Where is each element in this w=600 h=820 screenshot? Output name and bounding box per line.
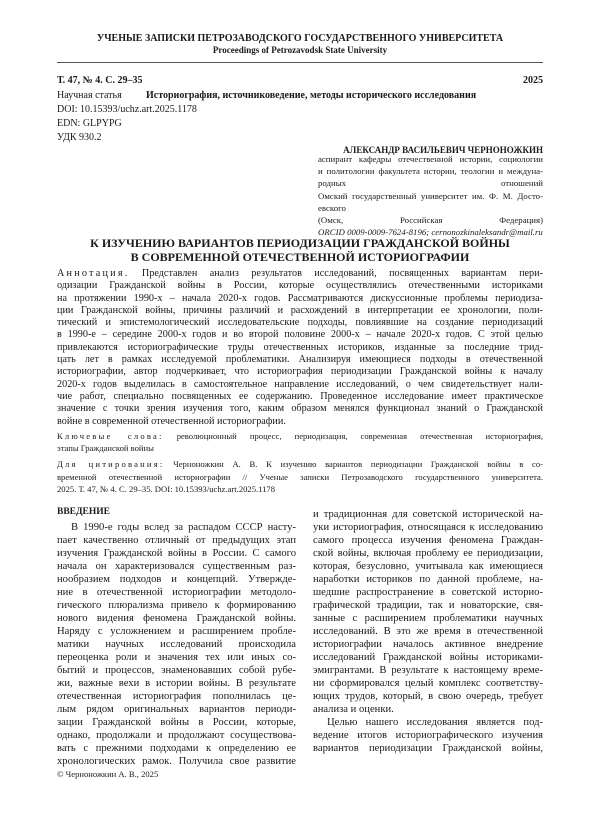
text-line: аспирант кафедры отечественной истории, социологии (318, 154, 543, 164)
abstract (57, 268, 543, 496)
text-line: зации Гражданской войны в России, которые, (57, 717, 296, 728)
section-name: Историография, источниковедение, методы исторического исследования (146, 90, 477, 101)
text-line: анализа и оценки. (313, 704, 394, 715)
text-line: значение с точки зрения изучения того, каким образом менялся функционал знаний о Гражданской (57, 403, 543, 415)
text-line: эмигрантами. В результате к настоящему време- (313, 665, 543, 676)
text-line: чие работ, специально посвященных ее содержанию. Проведенное исследование имеет практическое (57, 390, 543, 402)
journal-subtitle: Proceedings of Petrozavodsk State University (212, 45, 388, 55)
text-line: лым рядом оригинальных вариантов периоди- (57, 704, 296, 715)
text-line: вать с прежними подходами к определению ее (57, 743, 296, 754)
text-line: историографии, автор подчеркивает, что историография периодизации Гражданской войны к началу (57, 366, 543, 378)
text-line: отечественная историография пополнилась це- (57, 691, 296, 702)
text-line: Наряду с усложнением и расширением пробле- (57, 626, 296, 637)
text-line: хронологических рамок. Получила свое развитие (57, 756, 296, 767)
text-line: ние в отечественной историографии методоло- (57, 587, 296, 598)
citation (57, 459, 543, 496)
left-column-text (57, 521, 296, 768)
text-line: (Омск, Российская Федерация) (318, 214, 543, 225)
text-line: исследований. В это же время в отечественной (313, 626, 543, 637)
text-line: родных отношений (318, 178, 543, 189)
text-line: евского (318, 202, 346, 213)
text-line: войне в современной отечественной историографии. (57, 415, 286, 427)
text-line: шедшие распространение в советской историо- (313, 587, 543, 598)
text-line: однако, продолжали и продолжают сосуществова- (57, 730, 296, 741)
text-line: ской войны, включая проблему ее периодизации, (313, 548, 543, 559)
text-line (57, 459, 543, 471)
text-line: матики научных исследований происходила (57, 639, 296, 650)
text-line: 2025. Т. 47, № 4. С. 29–35. DOI: 10.15393/uchz.art.2025.1178 (57, 484, 276, 495)
field-label: Для цитирования: (57, 459, 165, 470)
text-line: уки историография, относящаяся к исследованию (313, 522, 543, 533)
line-text: революционный процесс, периодизация, современная отечественная историография, (176, 430, 543, 441)
text-line: на протяжении 1990-х – начала 2020-х годов. Рассматриваются дискуссионные проблемы периодиза- (57, 292, 543, 304)
text-line: нового видения феномена Гражданской войны. (57, 613, 296, 624)
title-line: В СОВРЕМЕННОЙ ОТЕЧЕСТВЕННОЙ ИСТОРИОГРАФИИ (130, 249, 470, 264)
volume-info: Т. 47, № 4. С. 29–35 (57, 75, 143, 86)
field-label: Аннотация. (57, 268, 130, 279)
text-line: нообразием подходов и концепций. Утвержде- (57, 574, 296, 585)
author-affiliation (318, 153, 543, 238)
text-line: бытий и процессов, знаменовавших собой рубе- (57, 665, 296, 676)
copyright: © Черноножкин А. В., 2025 (57, 769, 159, 779)
text-line: цать лет в рамках исследуемой проблематики. Анализируя имеющиеся подходы в отечественной (57, 354, 543, 366)
udk: УДК 930.2 (57, 132, 102, 143)
text-line: привлекаются историографические труды отечественных историков, изданные за последние трид- (57, 341, 543, 353)
header-divider (57, 62, 543, 63)
field-label: Ключевые слова: (57, 430, 164, 441)
title-line: К ИЗУЧЕНИЮ ВАРИАНТОВ ПЕРИОДИЗАЦИИ ГРАЖДАНСКОЙ ВОЙНЫ (90, 236, 510, 250)
text-line: историографии началось активное внедрение (313, 639, 543, 650)
text-line: жи, важные вехи в истории войны. В результате (57, 678, 296, 689)
text-line: в 1990-е – середине 2000-х годов и во второй половине 2000-х – начале 2020-х годов. С этой целью (57, 329, 543, 341)
text-line: ющих трудов, который, в свою очередь, требует (313, 691, 543, 702)
text-line: начала он характеризовался существенным раз- (57, 561, 296, 572)
right-column-text (313, 508, 543, 755)
text-line: занные с расширением проблематики научных (313, 613, 543, 624)
journal-title: УЧЕНЫЕ ЗАПИСКИ ПЕТРОЗАВОДСКОГО ГОСУДАРСТВЕННОГО УНИВЕРСИТЕТА (96, 33, 504, 44)
text-line: и традиционная для советской исторической на- (313, 509, 543, 520)
text-line: ведение итогов историографического изучения (313, 730, 543, 741)
text-line: Целью нашего исследования является под- (327, 717, 543, 728)
text-line: этапы Гражданской войны (57, 443, 154, 454)
article-type: Научная статья (57, 90, 122, 101)
text-line: изучения Гражданской войны в России. С самого (57, 548, 296, 559)
text-line: пает качественно отличный от предыдущих этап (57, 535, 296, 546)
keywords (57, 431, 543, 456)
section-heading-introduction: ВВЕДЕНИЕ (57, 507, 110, 517)
text-line: наработки историков по данной проблеме, на- (313, 574, 543, 585)
text-line: Омский государственный университет им. Ф. М. Досто- (318, 190, 543, 201)
text-line: гического плюрализма привело к формированию (57, 600, 296, 611)
text-line: ции Гражданской войны, причины различий и расхождений в интерпретации ее хронологии, поли- (57, 304, 543, 316)
text-line: вариантов периодизации Гражданской войны, (313, 743, 543, 754)
author-name: АЛЕКСАНДР ВАСИЛЬЕВИЧ ЧЕРНОНОЖКИН (343, 145, 543, 155)
text-line: переоценка роли и значения тех или иных со- (57, 652, 296, 663)
text-line (57, 431, 543, 443)
year: 2025 (523, 75, 543, 86)
article-title (0, 237, 600, 264)
line-text: Черноножкин А. В. К изучению вариантов периодизации Гражданской войны в со- (173, 459, 543, 470)
edn: EDN: GLPYPG (57, 118, 122, 129)
text-line (57, 268, 543, 280)
text-line: графической традиции, так и новаторские, свя- (313, 600, 543, 611)
text-line: В 1990-е годы вслед за распадом СССР насту- (71, 522, 296, 533)
line-text: Представлен анализ результатов исследований, посвященных вариантам пери- (141, 268, 543, 279)
author-contacts[interactable]: ORCID 0009-0009-7624-8196; cernonozkinaleksandr@mail.ru (318, 227, 543, 238)
text-line: тический и эпистемологический исследовательские подходы, повлиявшие на создание периодизаций (57, 317, 543, 329)
text-line: и политологии факультета истории, теологии и междуна- (318, 166, 543, 177)
text-line: временной отечественной историографии // Ученые записки Петрозаводского государственного университета. (57, 471, 543, 482)
doi[interactable]: DOI: 10.15393/uchz.art.2025.1178 (57, 104, 197, 115)
text-line: 2020-х годов выделилась в самостоятельное направление исследований, о чем свидетельствует нали- (57, 378, 543, 390)
text-line: одизации Гражданской войны в России, которые осуществлялись отечественными историками (57, 280, 543, 292)
text-line: самого процесса изучения феномена Граждан- (313, 535, 543, 546)
text-line: исследований Гражданской войны историками- (313, 652, 543, 663)
text-line: ни сформировался целый комплекс соответству- (313, 678, 543, 689)
text-line: которая, безусловно, учитывала как имеющиеся (313, 561, 543, 572)
